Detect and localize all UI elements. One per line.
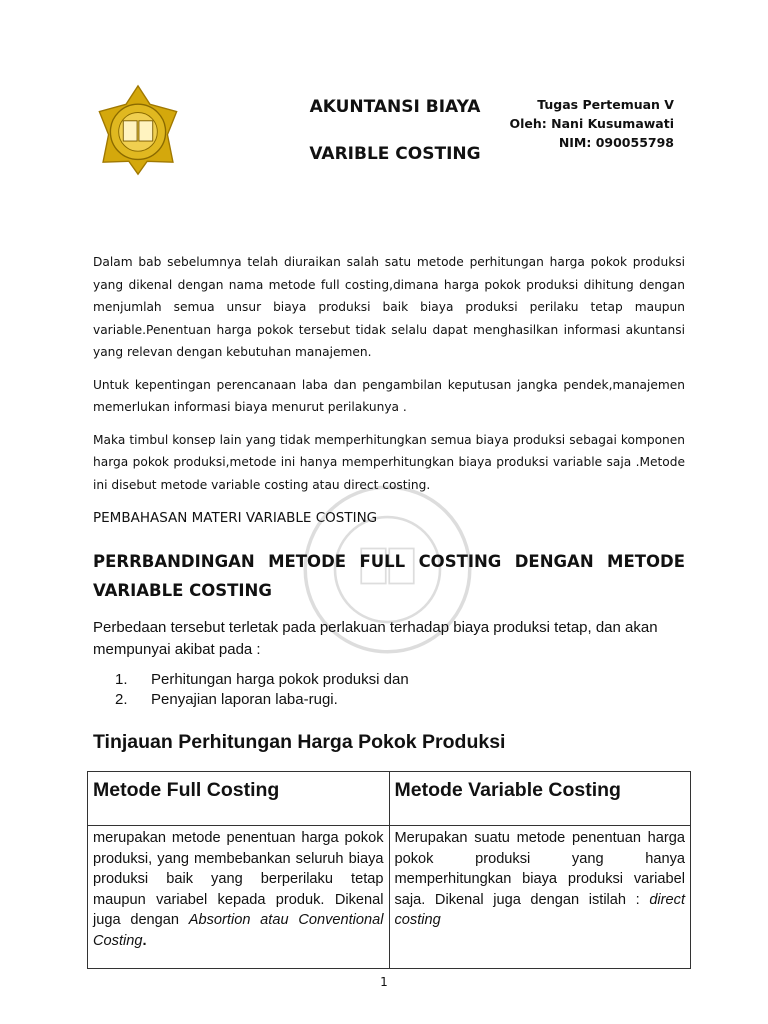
list-text: Perhitungan harga pokok produksi dan (151, 671, 409, 688)
student-id: NIM: 090055798 (558, 135, 674, 150)
numbered-list (115, 670, 409, 710)
cell-end: . (142, 932, 147, 949)
page-number: 1 (380, 975, 388, 989)
university-logo (92, 84, 184, 176)
document-title: AKUNTANSI BIAYA (309, 97, 481, 117)
column-header: Metode Full Costing (88, 772, 390, 826)
table-header-row (88, 772, 691, 826)
assignment-label: Tugas Pertemuan V (537, 97, 674, 112)
variable-costing-cell (389, 826, 691, 969)
paragraph: Maka timbul konsep lain yang tidak memperhitungkan semua biaya produksi sebagai komponen harga pokok produksi,metode ini hanya memperhitungkan biaya produksi variable saja .Metode ini disebut metode variable costing atau direct costing. (93, 432, 685, 492)
body-text (93, 251, 685, 506)
list-text: Penyajian laporan laba-rugi. (151, 691, 338, 708)
cell-italic-text: direct costing (394, 891, 685, 928)
table-heading: Tinjauan Perhitungan Harga Pokok Produksi (93, 731, 506, 753)
comparison-table (87, 771, 691, 969)
list-item (115, 670, 409, 690)
list-number: 2. (115, 691, 128, 708)
full-costing-cell (88, 826, 390, 969)
list-item (115, 690, 409, 710)
column-header: Metode Variable Costing (389, 772, 691, 826)
document-subtitle: VARIBLE COSTING (309, 144, 481, 164)
list-number: 1. (115, 671, 128, 688)
section-heading: PERRBANDINGAN METODE FULL COSTING DENGAN METODE VARIABLE COSTING (93, 552, 685, 600)
paragraph: Untuk kepentingan perencanaan laba dan pengambilan keputusan jangka pendek,manajemen memerlukan informasi biaya menurut perilakunya . (93, 377, 685, 414)
author-info (510, 95, 674, 152)
cell-text: merupakan metode penentuan harga pokok produksi, yang membebankan seluruh biaya produksi baik yang berperilaku tetap maupun variabel kepada produk. Dikenal juga dengan (93, 830, 384, 928)
intro-paragraph: Perbedaan tersebut terletak pada perlakuan terhadap biaya produksi tetap, dan akan mempunyai akibat pada : (93, 619, 658, 658)
cell-italic-text: Absortion atau Conventional Costing (93, 912, 384, 949)
section-subheading: PEMBAHASAN MATERI VARIABLE COSTING (93, 510, 378, 526)
author-name: Oleh: Nani Kusumawati (509, 116, 674, 131)
table-row (88, 826, 691, 969)
cell-text: Merupakan suatu metode penentuan harga pokok produksi yang hanya memperhitungkan biaya produksi variabel saja. Dikenal juga dengan istilah : (394, 830, 685, 908)
paragraph: Dalam bab sebelumnya telah diuraikan salah satu metode perhitungan harga pokok produksi yang dikenal dengan nama metode full costing,dimana harga pokok produksi dihitung dengan menjumlah semua unsur biaya produksi baik biaya produksi perilaku tetap maupun variable.Penentuan harga pokok tersebut tidak selalu dapat menghasilkan informasi akuntansi yang relevan dengan kebutuhan manajemen. (93, 255, 685, 359)
